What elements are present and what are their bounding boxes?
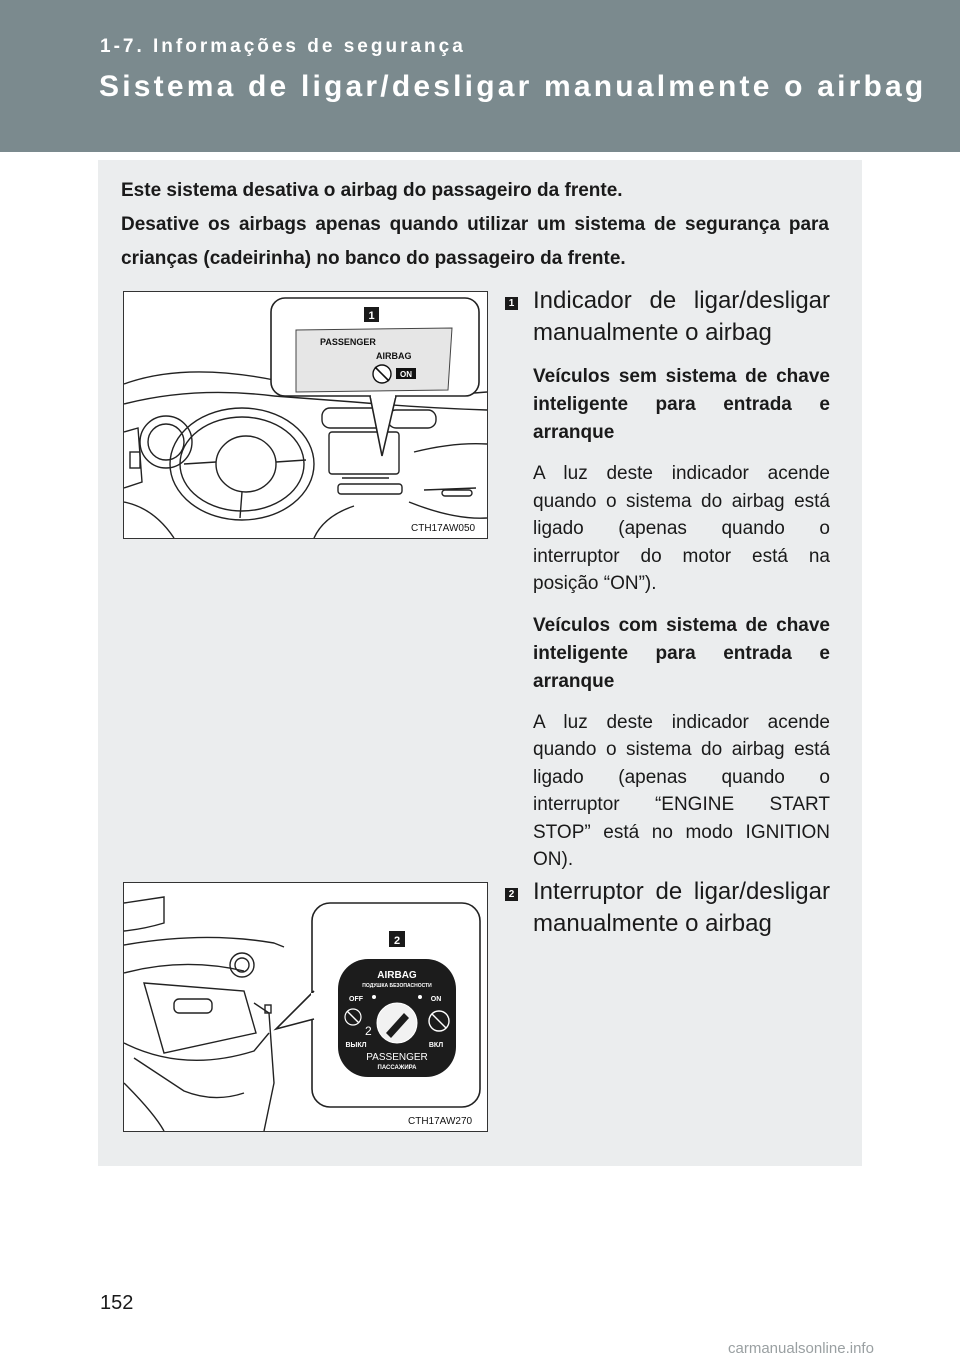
glovebox-illustration (124, 883, 487, 1131)
svg-text:2: 2 (365, 1024, 372, 1038)
page-header (0, 0, 960, 152)
switch-label-airbag-ru: ПОДУШКА БЕЗОПАСНОСТИ (362, 983, 432, 989)
figure-code-2: CTH17AW270 (408, 1116, 473, 1127)
item-1-subheading-without-smart-key: Veículos sem sistema de chave inteligente para entrada e arranque (533, 366, 830, 443)
intro-text (121, 174, 829, 276)
section-label: 1-7. Informações de segurança (100, 36, 466, 57)
page-number: 152 (100, 1292, 134, 1314)
switch-label-passenger-ru: ПАССАЖИРА (377, 1065, 417, 1071)
switch-label-off: OFF (349, 996, 363, 1003)
figure-airbag-switch (123, 882, 488, 1132)
intro-line-1: Este sistema desativa o airbag do passageiro da frente. (121, 180, 623, 201)
item-indicator (505, 285, 830, 874)
indicator-label-on: ON (400, 370, 412, 379)
item-1-heading: Indicador de ligar/desligar manualmente o airbag (533, 287, 830, 346)
footer-watermark[interactable]: carmanualsonline.info (728, 1340, 874, 1357)
indicator-label-airbag: AIRBAG (376, 351, 412, 361)
item-marker-2: 2 (505, 888, 518, 901)
intro-line-2: Desative os airbags apenas quando utilizar um sistema de segurança para crianças (cadeirinha) no banco do passageiro da frente. (121, 214, 829, 269)
item-1-subheading-with-smart-key: Veículos com sistema de chave inteligente para entrada e arranque (533, 614, 830, 692)
callout-number-2: 2 (393, 935, 401, 947)
figure-code-1: CTH17AW050 (411, 523, 476, 534)
item-1-description-without-smart-key: A luz deste indicador acende quando o sistema do airbag está ligado (apenas quando o interruptor do motor está na posição “ON”). (533, 463, 830, 594)
switch-label-airbag: AIRBAG (377, 970, 417, 981)
switch-label-off-ru: ВЫКЛ (345, 1042, 367, 1049)
indicator-label-passenger: PASSENGER (320, 337, 376, 347)
item-2-heading: Interruptor de ligar/desligar manualmente o airbag (533, 878, 830, 937)
item-1-description-with-smart-key: A luz deste indicador acende quando o sistema do airbag está ligado (apenas quando o interruptor “ENGINE START STOP” está no modo IGNITION ON). (533, 711, 830, 870)
item-switch (505, 876, 830, 940)
switch-label-passenger: PASSENGER (366, 1052, 428, 1063)
callout-number-1: 1 (368, 310, 375, 322)
switch-label-on-ru: ВКЛ (428, 1042, 444, 1049)
item-marker-1: 1 (505, 297, 518, 310)
switch-label-on: ON (430, 996, 442, 1003)
page-title: Sistema de ligar/desligar manualmente o airbag (99, 70, 927, 103)
figure-airbag-indicator (123, 291, 488, 539)
dashboard-illustration (124, 292, 487, 538)
